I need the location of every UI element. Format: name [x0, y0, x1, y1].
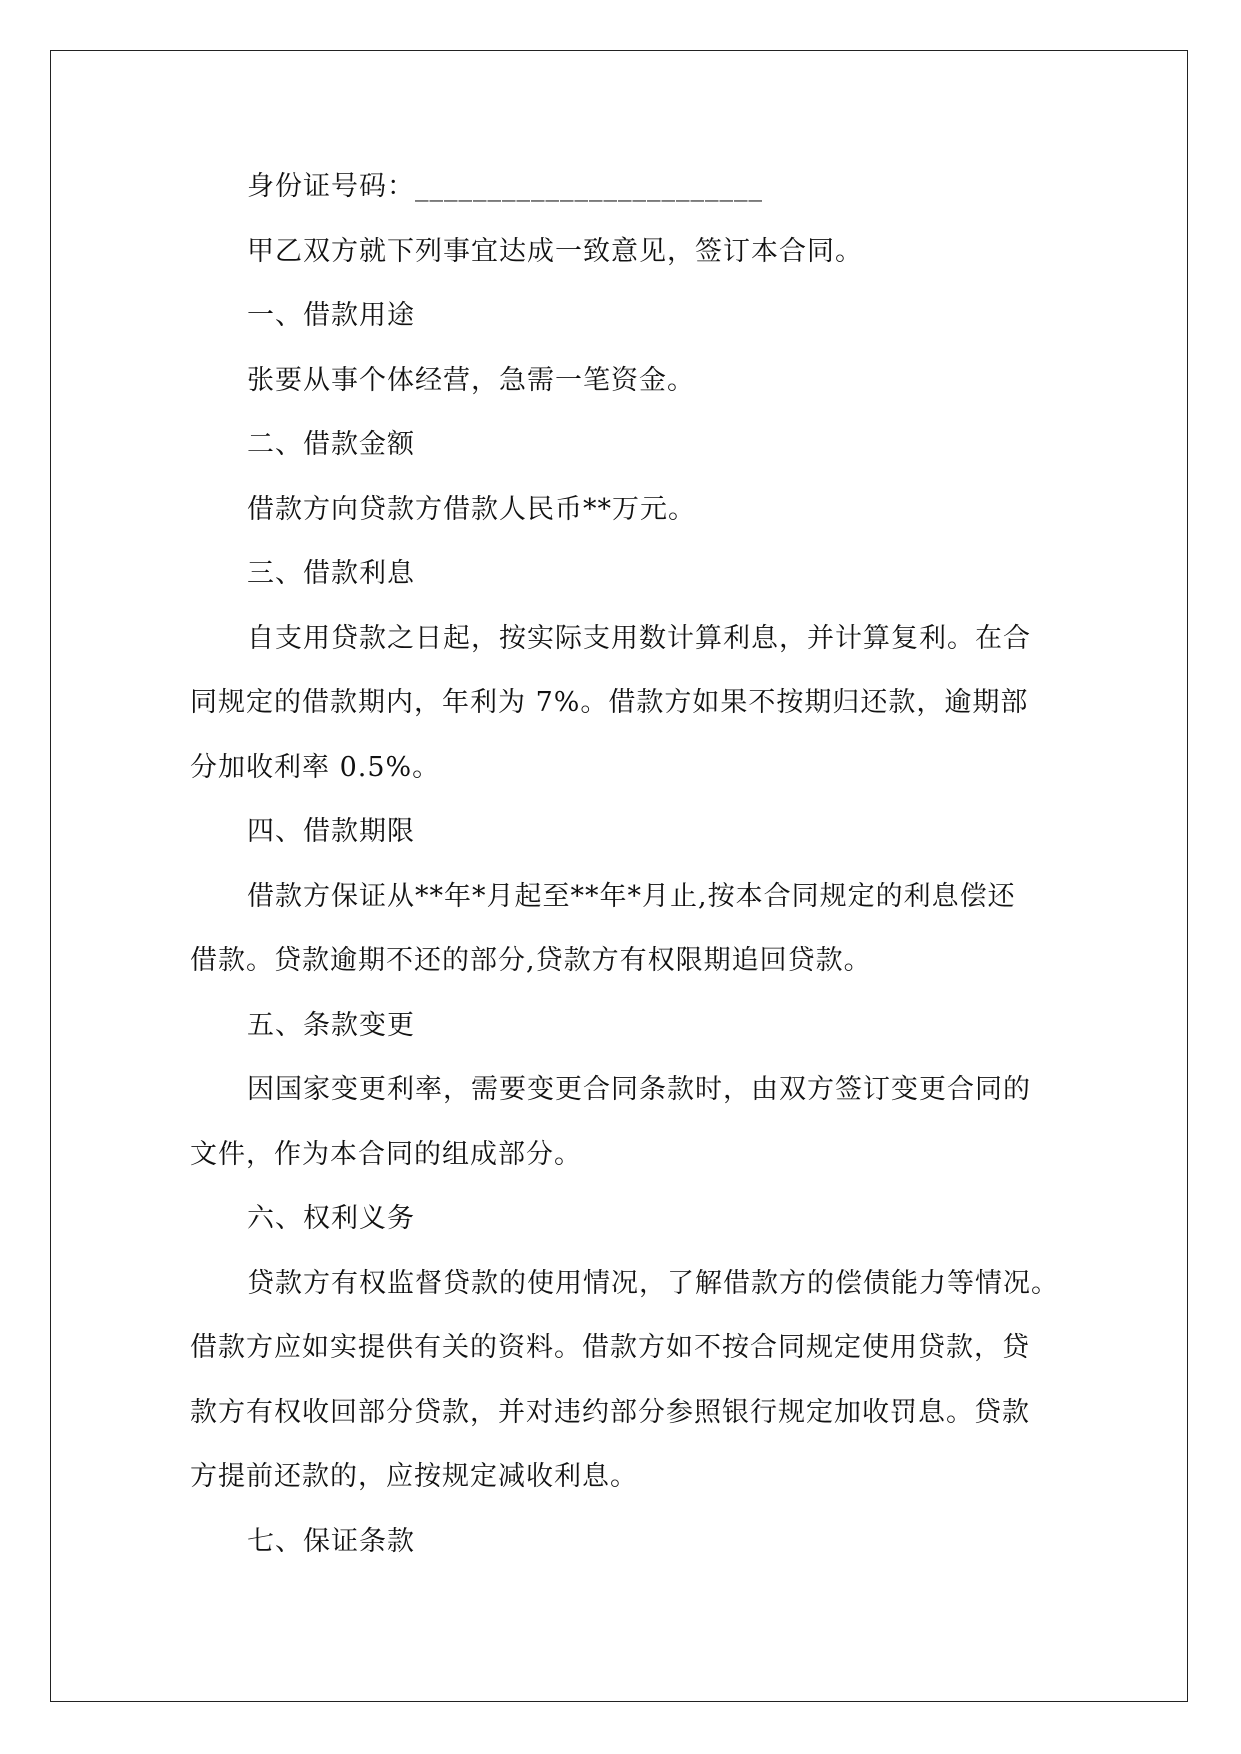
paragraph-line: 借款方保证从**年*月起至**年*月止,按本合同规定的利息偿还 [247, 880, 1016, 912]
section-heading-changes: 五、条款变更 [247, 1009, 415, 1041]
paragraph-line: 方提前还款的，应按规定减收利息。 [190, 1461, 638, 1492]
agreement-intro: 甲乙双方就下列事宜达成一致意见，签订本合同。 [247, 235, 863, 267]
section-heading-term: 四、借款期限 [247, 816, 415, 847]
paragraph-line: 同规定的借款期内，年利为 7%。借款方如果不按期归还款，逾期部 [190, 687, 1029, 718]
paragraph-line: 张要从事个体经营，急需一笔资金。 [247, 364, 695, 396]
section-heading-rights: 六、权利义务 [247, 1203, 415, 1234]
section-heading-amount: 二、借款金额 [247, 429, 415, 460]
paragraph-line: 款方有权收回部分贷款，并对违约部分参照银行规定加收罚息。贷款 [190, 1396, 1030, 1428]
section-heading-purpose: 一、借款用途 [247, 300, 415, 331]
paragraph-line: 借款方向贷款方借款人民币**万元。 [247, 493, 696, 525]
paragraph-line: 分加收利率 0.5%。 [190, 751, 441, 783]
paragraph-line: 借款方应如实提供有关的资料。借款方如不按合同规定使用贷款，贷 [190, 1332, 1030, 1363]
section-heading-interest: 三、借款利息 [247, 558, 415, 589]
section-heading-guarantee: 七、保证条款 [247, 1525, 415, 1557]
paragraph-line: 文件，作为本合同的组成部分。 [190, 1138, 582, 1170]
paragraph-line: 贷款方有权监督贷款的使用情况，了解借款方的偿债能力等情况。 [247, 1267, 1059, 1299]
id-number-line: 身份证号码：________________________ [247, 171, 763, 202]
document-body [190, 155, 1059, 1574]
paragraph-line: 借款。贷款逾期不还的部分,贷款方有权限期追回贷款。 [190, 945, 872, 976]
paragraph-line: 因国家变更利率，需要变更合同条款时，由双方签订变更合同的 [247, 1074, 1031, 1105]
paragraph-line: 自支用贷款之日起，按实际支用数计算利息，并计算复利。在合 [247, 622, 1031, 654]
